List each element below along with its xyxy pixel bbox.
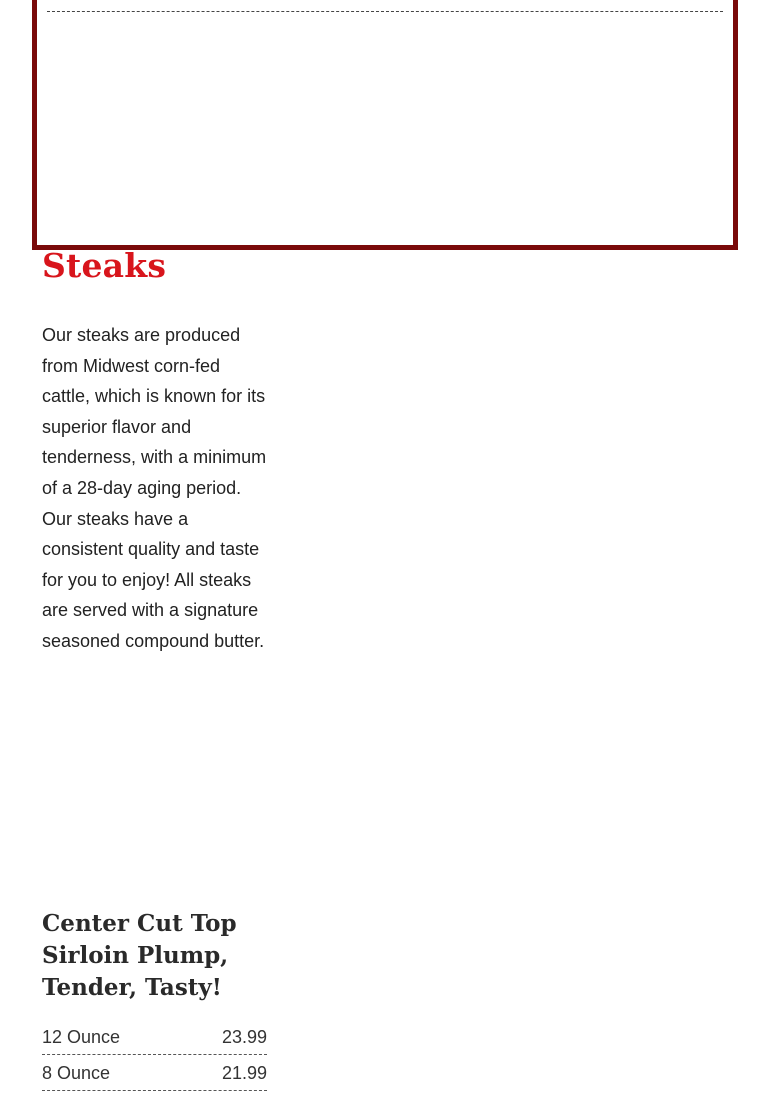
price-size: 12 Ounce: [42, 1026, 121, 1047]
section-title: Steaks: [42, 246, 167, 285]
price-value: 23.99: [221, 1026, 267, 1047]
previous-section-frame: [32, 0, 738, 250]
menu-item-title: Center Cut Top Sirloin Plump, Tender, Tasty!: [42, 910, 237, 1001]
price-list: [42, 1020, 267, 1091]
price-row: [42, 1056, 267, 1091]
price-size: 8 Ounce: [42, 1062, 111, 1083]
price-value: 21.99: [221, 1062, 267, 1083]
price-row: [42, 1020, 267, 1055]
divider: [47, 11, 723, 12]
section-description: Our steaks are produced from Midwest corn-fed cattle, which is known for its superior flavor and tenderness, with a minimum of a 28-day aging period. Our steaks have a consistent quality and taste for you to enjoy! All steaks are served with a signature seasoned compound butter.: [42, 325, 267, 651]
